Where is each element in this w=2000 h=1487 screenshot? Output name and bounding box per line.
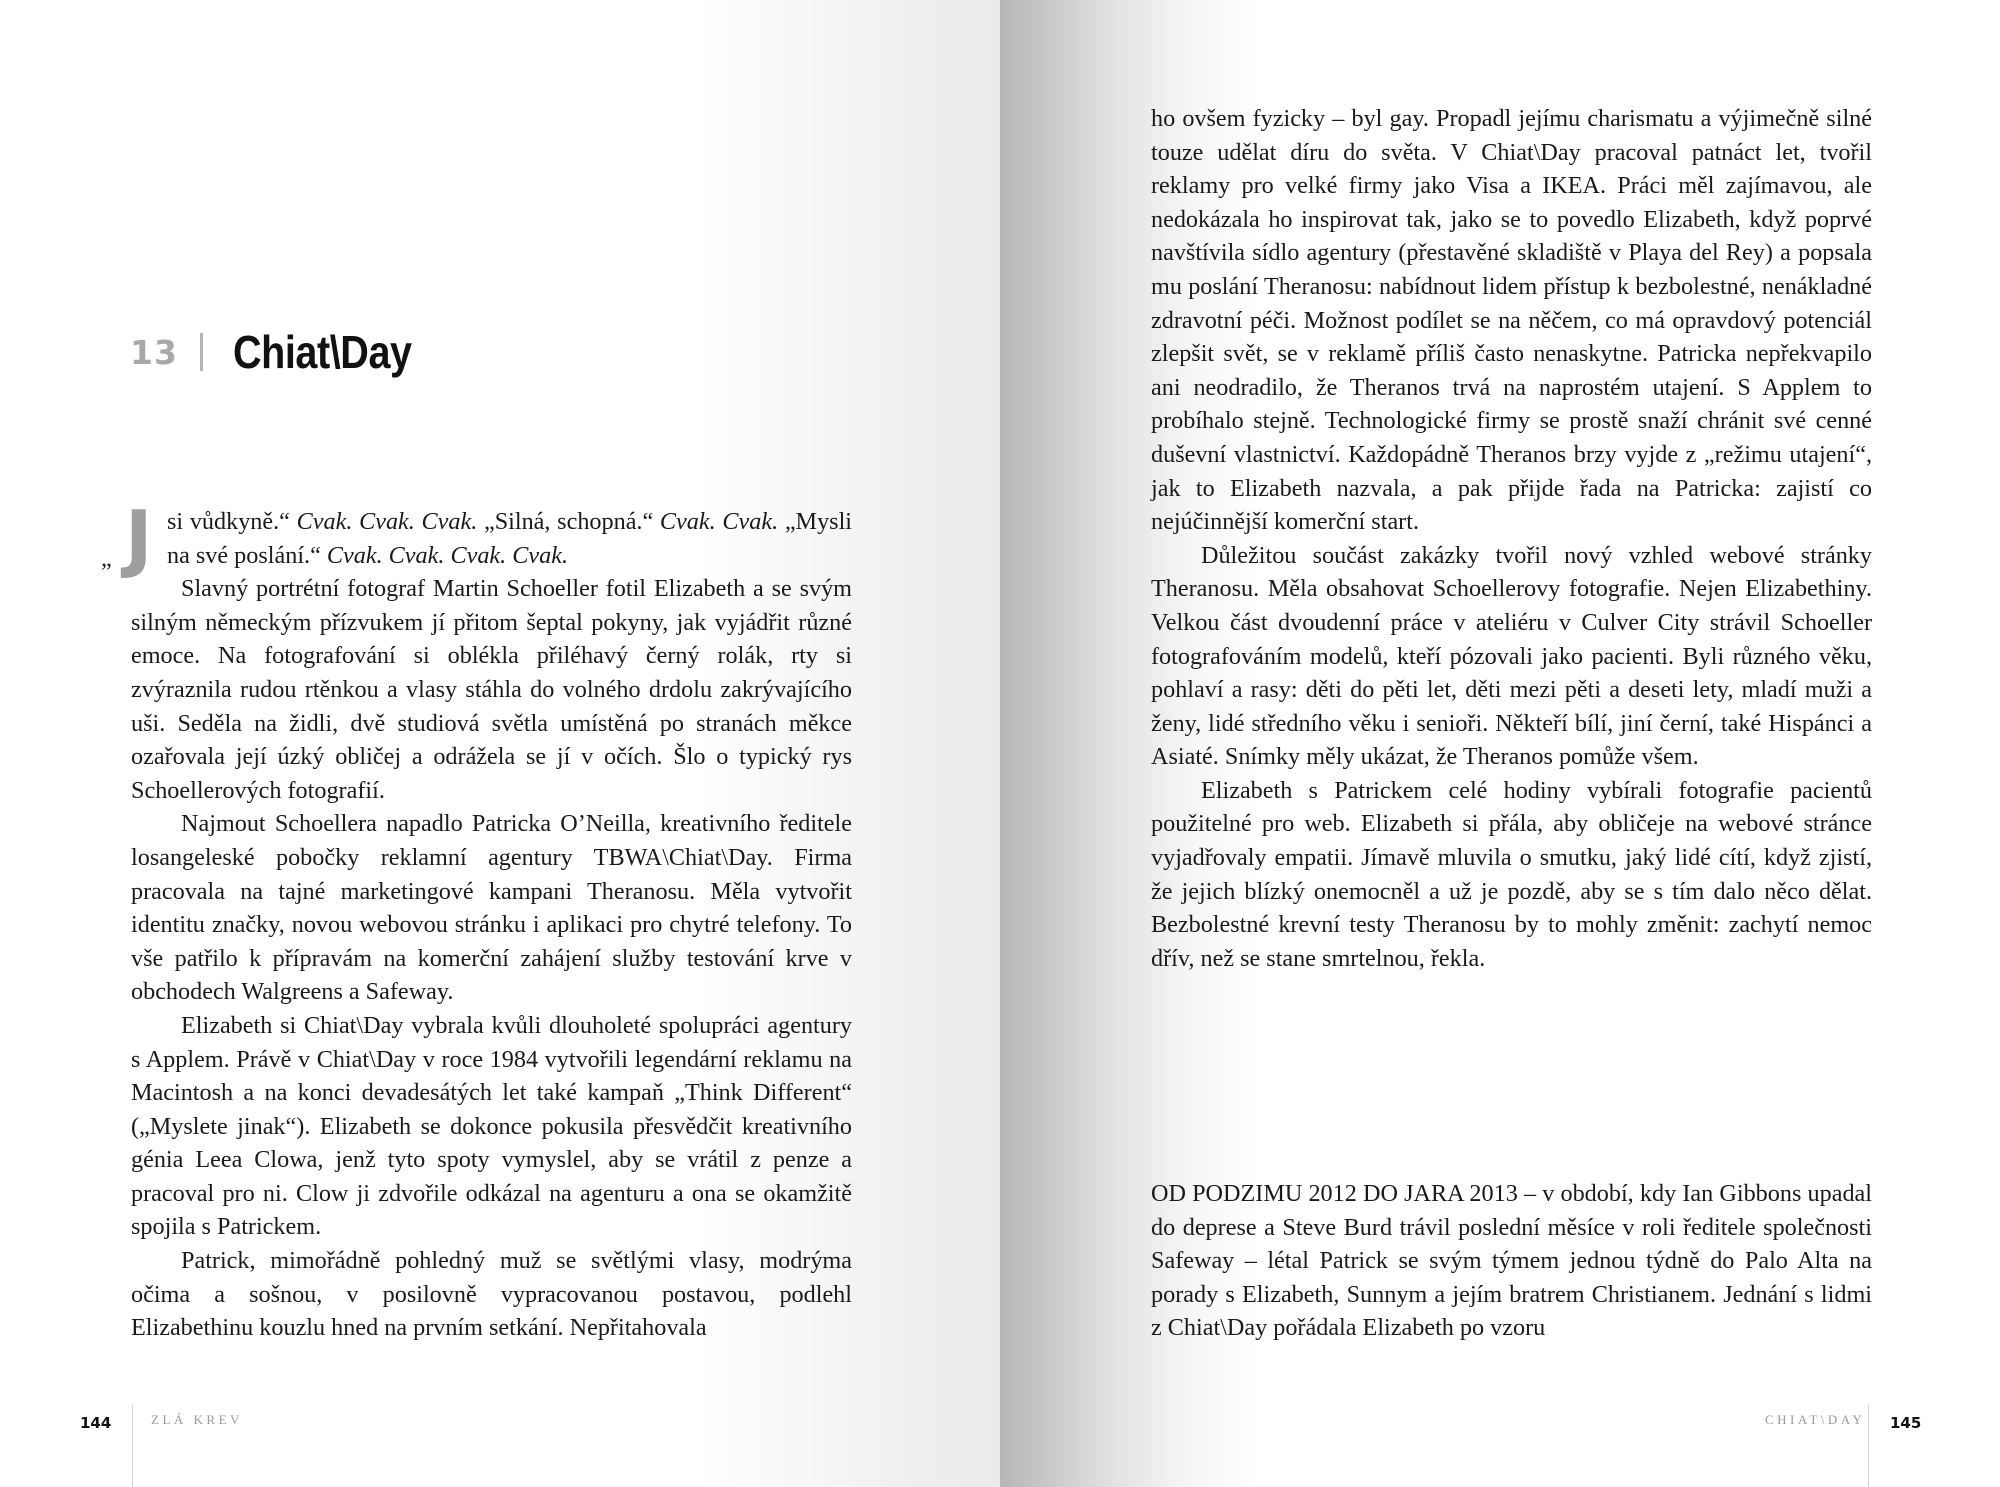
paragraph: Důležitou součást zakázky tvořil nový vzhled webové stránky Theranosu. Měla obsahovat Schoellerovy fotografie. Nejen Elizabethiny. Velkou část dvoudenní práce v ateliéru v Culver City strávil Schoeller fotografováním modelů, kteří pózovali jako pacienti. Byli různého věku, pohlaví a rasy: děti do pěti let, děti mezi pěti a deseti lety, mladí muži a ženy, lidé středního věku i senioři. Někteří bílí, jiní černí, také Hispánci a Asiaté. Snímky měly ukázat, že Theranos pomůže všem. xyxy=(1151,541,1872,771)
quote-text: „Mysli na své poslání.“ xyxy=(167,508,853,569)
section-opening-paragraph: OD PODZIMU 2012 DO JARA 2013 – v období, kdy Ian Gibbons upadal do deprese a Steve Burd trávil poslední měsíce v roli ředitele společnosti Safeway – létal Patrick se svým týmem jednou týdně do Palo Alta na porady s Elizabeth, Sunnym a jejím bratrem Christianem. Jednání s lidmi z Chiat\Day pořádala Elizabeth po vzoru xyxy=(1151,1180,1872,1342)
chapter-divider xyxy=(200,333,203,371)
running-head-chapter-title: CHIAT\DAY xyxy=(1765,1412,1866,1427)
quote-text: „Silná, schopná.“ xyxy=(477,508,660,535)
page-number-left: 144 xyxy=(80,1414,112,1432)
italic-sound-text: Cvak. Cvak. Cvak. xyxy=(296,508,478,535)
opening-text xyxy=(167,508,852,569)
footer-rule xyxy=(132,1405,133,1487)
right-body-text xyxy=(1151,102,1872,975)
italic-sound-text: Cvak. Cvak. Cvak. Cvak. xyxy=(326,541,568,569)
chapter-title: Chiat\Day xyxy=(232,326,412,378)
running-head-book-title: ZLÁ KREV xyxy=(151,1412,243,1427)
paragraph: Elizabeth si Chiat\Day vybrala kvůli dlouholeté spolupráci agentury s Applem. Právě v Chiat\Day v roce 1984 vytvořili legendární reklamu na Macintosh a na konci devadesátých let také kampaň „Think Different“ („Myslete jinak“). Elizabeth se dokonce pokusila přesvědčit kreativního génia Leea Clowa, jenž tyto spoty vymyslel, aby se vrátil z penze a pracoval pro ni. Clow ji zdvořile odkázal na agenturu a ona se okamžitě spojila s Patrickem. xyxy=(131,1011,852,1241)
chapter-number: 13 xyxy=(130,332,178,372)
italic-sound-text: Cvak. Cvak. xyxy=(659,508,779,535)
section-break-text xyxy=(1151,1177,1872,1345)
left-body-text xyxy=(101,495,853,1345)
footer-rule xyxy=(1868,1405,1869,1487)
dropcap-open-quote: „ xyxy=(101,546,112,572)
paragraph: ho ovšem fyzicky – byl gay. Propadl jejímu charismatu a výjimečně silné touze udělat díru do světa. V Chiat\Day pracoval patnáct let, tvořil reklamy pro velké firmy jako Visa a IKEA. Práci měl zajímavou, ale nedokázala ho inspirovat tak, jako se to povedlo Elizabeth, když poprvé navštívila sídlo agentury (přestavěné skladiště v Playa del Rey) a popsala mu poslání Theranosu: nabídnout lidem přístup k bezbolestné, nenákladné zdravotní péči. Možnost podílet se na něčem, co má opravdový potenciál zlepšit svět, se v reklamě příliš často nenaskytne. Patricka nepřekvapilo ani neodradilo, že Theranos trvá na naprostém utajení. S Applem to probíhalo stejně. Technologické firmy se prostě snaží chránit své cenné duševní vlastnictví. Každopádně Theranos brzy vyjde z „režimu utajení“, jak to Elizabeth nazvala, a pak přijde řada na Patricka: zajistí co nejúčinnější komerční start. xyxy=(1151,105,1872,536)
opening-paragraph xyxy=(101,495,853,581)
chapter-heading xyxy=(130,322,441,382)
paragraph: Slavný portrétní fotograf Martin Schoeller fotil Elizabeth a se svým silným německým přízvukem jí přitom šeptal pokyny, jak vyjádřit různé emoce. Na fotografování si oblékla přiléhavý černý rolák, rty si zvýraznila rudou rtěnkou a vlasy stáhla do volného drdolu zakrývajícího uši. Seděla na židli, dvě studiová světla umístěná po stranách měkce ozařovala její úzký obličej a odrážela se jí v očích. Šlo o typický rys Schoellerových fotografií. xyxy=(131,575,852,804)
page-number-right: 145 xyxy=(1890,1414,1922,1432)
paragraph: Patrick, mimořádně pohledný muž se světlými vlasy, modrýma očima a sošnou, v posilovně vypracovanou postavou, podlehl Elizabethinu kouzlu hned na prvním setkání. Nepřitahovala xyxy=(131,1247,852,1342)
quote-text: si vůdkyně.“ xyxy=(167,508,297,535)
paragraph: Najmout Schoellera napadlo Patricka O’Neilla, kreativního ředitele losangeleské pobočky reklamní agentury TBWA\Chiat\Day. Firma pracovala na tajné marketingové kampani Theranosu. Měla vytvořit identitu značky, novou webovou stránku i aplikaci pro chytré telefony. To vše patřilo k přípravám na komerční zahájení služby testování krve v obchodech Walgreens a Safeway. xyxy=(131,810,852,1006)
paragraph: Elizabeth s Patrickem celé hodiny vybírali fotografie pacientů použitelné pro web. Elizabeth si přála, aby obličeje na webové stránce vyjadřovaly empatii. Jímavě mluvila o smutku, jaký lidé cítí, když zjistí, že jejich blízký onemocněl a už je pozdě, aby se s tím dalo něco dělat. Bezbolestné krevní testy Theranosu by to mohly změnit: zachytí nemoc dřív, než se stane smrtelnou, řekla. xyxy=(1151,776,1872,972)
dropcap-letter: J xyxy=(125,495,153,581)
